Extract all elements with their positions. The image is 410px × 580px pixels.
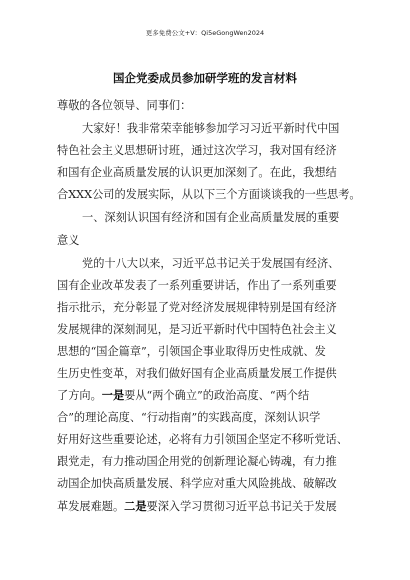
body-line	[57, 390, 309, 401]
body-line	[57, 501, 337, 512]
body-line: 特色社会主义思想研讨班，通过这次学习，我对国有经济	[57, 144, 337, 157]
body-text: 要深入学习贯彻习近平总书记关于发展	[146, 500, 337, 513]
body-line: 大家好！我非常荣幸能够参加学习习近平新时代中国	[82, 122, 340, 135]
body-line: 国有企业改革发表了一系列重要讲话，作出了一系列重要	[57, 279, 337, 292]
body-line: 合XXX公司的发展实际，从以下三个方面谈谈我的一些思考。	[57, 188, 361, 201]
document-title: 国企党委成员参加研学班的发言材料	[113, 71, 297, 85]
body-line: 跟党走，有力推动国企用党的创新理论凝心铸魂，有力推	[57, 455, 337, 468]
body-line: 生历史性变革，对我们做好国有企业高质量发展工作提供	[57, 367, 337, 380]
body-line: 和国有企业高质量发展的认识更加深刻了。在此，我想结	[57, 166, 337, 179]
body-line: 动国企加快高质量发展、科学应对重大风险挑战、破解改	[57, 477, 337, 490]
body-line: 指示批示，充分彰显了党对经济发展规律特别是国有经济	[57, 301, 337, 314]
point-marker: 二是	[124, 499, 147, 513]
body-line: 思想的“国企篇章”，引领国企事业取得历史性成就、发	[57, 345, 326, 358]
body-text: 了方向。	[57, 389, 102, 402]
body-line: 发展规律的深刻洞见，是习近平新时代中国特色社会主义	[57, 323, 337, 336]
section-heading: 意义	[57, 234, 80, 247]
section-heading: 一、深刻认识国有经济和国有企业高质量发展的重要	[82, 211, 340, 224]
point-marker: 一是	[101, 388, 125, 402]
body-line: 合”的理论高度、“行动指南”的实践高度，深刻认识学	[57, 411, 321, 424]
body-line: 好用好这些重要论述，必将有力引领国企坚定不移听党话、	[57, 433, 348, 446]
body-line: 党的十八大以来，习近平总书记关于发展国有经济、	[82, 257, 340, 270]
header-note: 更多免费公文+V：Qi5eGongWen2024	[145, 29, 265, 37]
salutation: 尊敬的各位领导、同事们：	[57, 99, 192, 112]
body-text: 要从“两个确立”的政治高度、“两个结	[124, 389, 310, 402]
body-text: 革发展难题。	[57, 500, 125, 513]
